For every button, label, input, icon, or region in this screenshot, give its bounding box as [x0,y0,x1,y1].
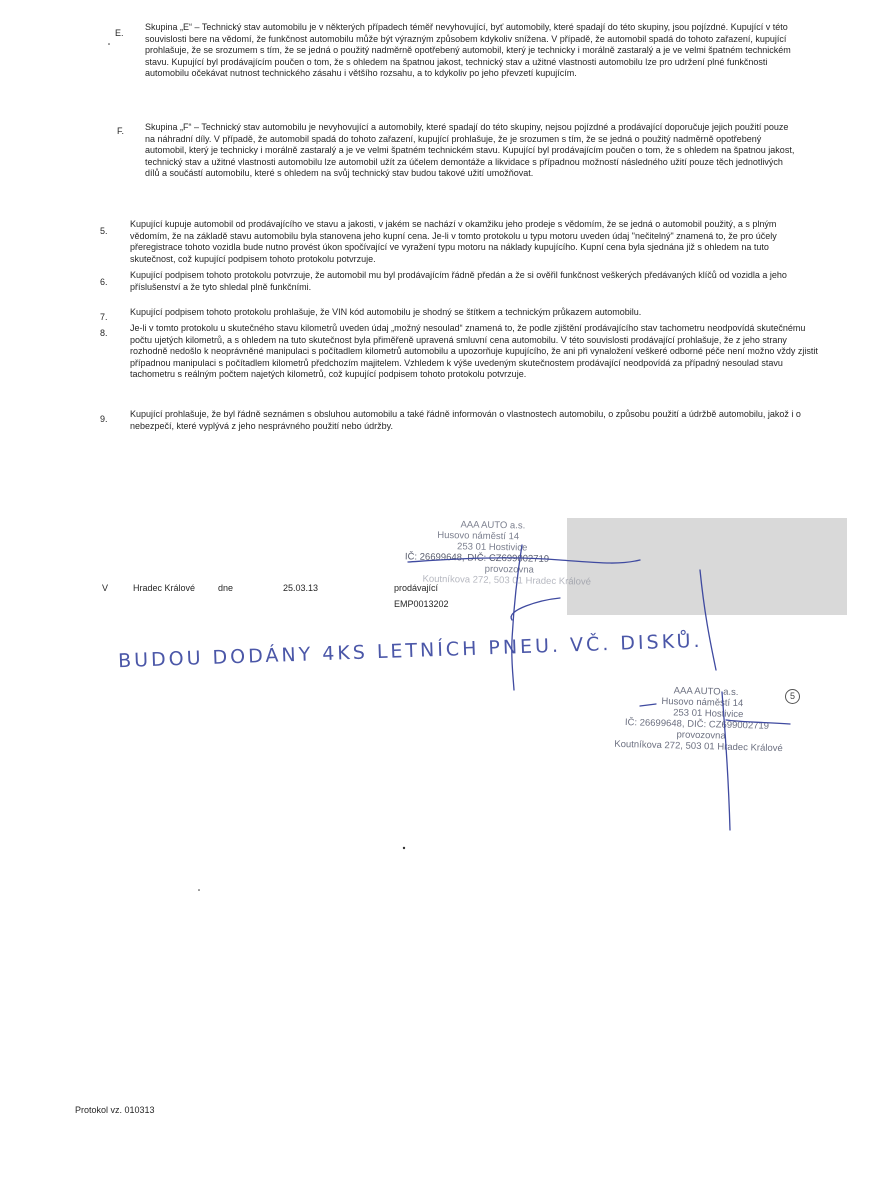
item-e-label: E. [115,28,124,38]
clause-5-text: Kupující kupuje automobil od prodávajícího ve stavu a jakosti, v jakém se nachází v okamžiku jeho prodeje s vědomím, že se jedná o automobil použitý, a s plným vědomím, že na základě stavu automobilu byla stanovena jeho kupní cena. Je-li v tomto protokolu u typu motoru uveden údaj "nečitelný" znamená to, že pro účely přeregistrace tohoto vozidla bude nutno provést úkon spočívající ve vyražení typu motoru na náklady kupujícího. Kupní cena byla sjednána již s ohledem na tuto skutečnost, což kupující podpisem tohoto protokolu potvrzuje. [130,219,777,264]
item-f-label: F. [117,126,125,136]
stamp2-company: AAA AUTO a.s. [673,685,739,699]
company-stamp-1 [404,518,592,587]
clause-8-number: 8. [100,328,108,338]
clause-9-text: Kupující prohlašuje, že byl řádně seznámen s obsluhou automobilu a také řádně informován o vlastnostech automobilu, o způsobu použití a údržbě automobilu, jakož i o nebezpečí, které vyplývá z jeho nesprávného použití nebo údržby. [130,409,801,431]
stamp2-ids: IČ: 26699648, DIČ: CZ699002719 [624,717,770,732]
item-e-text: Skupina „E“ – Technický stav automobilu je v některých případech téměř nevyhovující, byť automobily, které spadají do této skupiny, jsou pojízdné. Kupující v této souvislosti bere na vědomí, že funkčnost automobilu může být výrazným způsobem kdykoliv snížena. V případě, že automobil spadá do tohoto zařazení, kupující prohlašuje, že se srozumem s tím, že se jedná o použitý nadměrně opotřebený automobil, který je technicky i morálně zastaralý a je ve velmi špatném technickém stavu. Kupující byl prodávajícím poučen o tom, že s ohledem na špatnou jakost, technický stav a užitné vlastnosti automobilu lze pro udržení plné funkčnosti automobilu očekávat nutnost technického zásahu i většího rozsahu, a to kdykoliv po jeho převzetí kupujícím. [145,22,791,78]
clause-6-text: Kupující podpisem tohoto protokolu potvrzuje, že automobil mu byl prodávajícím řádně předán a že si ověřil funkčnost veškerých předávaných klíčů od vozidla a jeho příslušenství a že tyto shledal plně funkčními. [130,270,787,292]
stamp2-city: 253 01 Hostivice [673,707,744,721]
company-stamp-2 [614,684,784,754]
date-label: dne [218,583,234,593]
clause-5-number: 5. [100,226,108,236]
clause-8-text: Je-li v tomto protokolu u skutečného stavu kilometrů uveden údaj „možný nesoulad“ znamená to, že podle zjištění prodávajícího stav tachometru neodpovídá skutečnému počtu ujetých kilometrů, a s ohledem na tuto skutečnost byla přiměřeně upravená smluvní cena automobilu. V této souvislosti prodávající prohlašuje, že z jeho strany rozhodně nedošlo k neoprávněné manipulaci s počítadlem kilometrů automobilu a upozorňuje kupujícího, že ani při vynaložení veškeré odborné péče není možno vždy zjistit případnou manipulaci s počítadlem kilometrů předchozím majitelem. Vzhledem k výše uvedeným skutečnostem prodávající neodpovídá za případný nesoulad stavu tachometru s reálným počtem najetých kilometrů, což kupující podpisem tohoto protokolu potvrzuje. [130,323,818,379]
item-f-text: Skupina „F“ – Technický stav automobilu je nevyhovující a automobily, které spadají do této skupiny, nejsou pojízdné a prodávající doporučuje jejich použití pouze na náhradní díly. V případě, že automobil spadá do tohoto zařazení, kupující prohlašuje, že je srozumen s tím, že se jedná o použitý nadměrně opotřebený automobil, který je technicky i morálně zastaralý a je ve velmi špatném technickém stavu. Kupující byl prodávajícím poučen o tom, že s ohledem na špatnou jakost, technický stav a užitné vlastnosti automobilu lze automobil užít za účelem demontáže a likvidace s případnou možností následného užití pouze těch jednotlivých dílů a součástí automobilu, které s ohledem na svůj technický stav budou takové užití umožňovat. [145,122,795,178]
clause-6-number: 6. [100,277,108,287]
clause-7-text: Kupující podpisem tohoto protokolu prohlašuje, že VIN kód automobilu je shodný se štítkem a technickým průkazem automobilu. [130,307,642,317]
stamp1-ids: IČ: 26699648, DIČ: CZ699002719 [404,551,550,565]
place-prefix: V [102,583,109,593]
footer-form-version: Protokol vz. 010313 [75,1105,155,1115]
clause-9-number: 9. [100,414,108,424]
stamp1-street: Husovo náměstí 14 [437,529,520,543]
date-value: 25.03.13 [283,583,319,593]
stamp1-city: 253 01 Hostivice [457,541,528,554]
redaction-box [567,518,847,615]
stamp2-branch-address: Koutníkova 272, 503 01 Hradec Králové [614,738,783,755]
clause-7-number: 7. [100,312,108,322]
stamp2-branch-label: provozovna [676,729,726,742]
stamp1-company: AAA AUTO a.s. [460,519,526,532]
stamp1-branch-address: Koutníkova 272, 503 01 Hradec Králové [422,573,592,588]
place-name: Hradec Králové [133,583,196,593]
handwritten-note: BUDOU DODÁNY 4KS LETNÍCH PNEU. VČ. DISKŮ. [117,629,703,673]
stamp-number-circle: 5 [785,689,800,704]
seller-label: prodávající [394,583,439,593]
stamp1-branch-label: provozovna [484,563,534,576]
stamp2-street: Husovo náměstí 14 [661,696,744,710]
document-code: EMP0013202 [394,599,449,609]
